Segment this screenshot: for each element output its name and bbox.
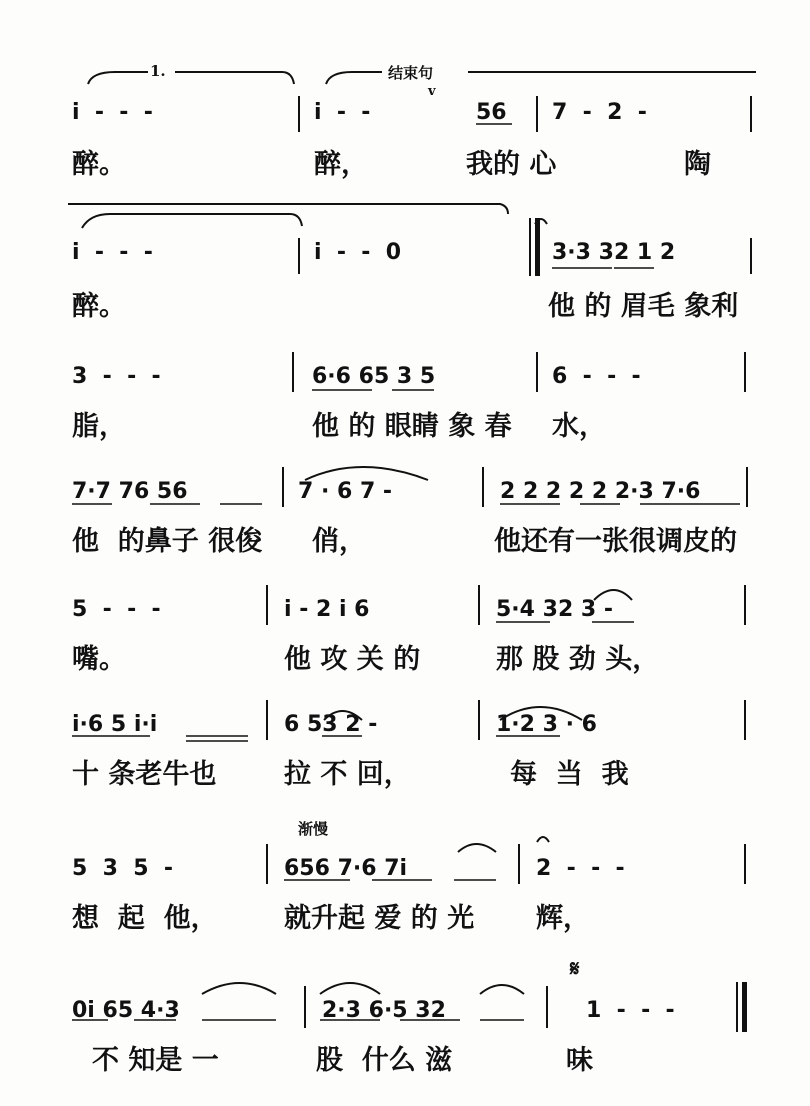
lyric-text: 嘴。 bbox=[72, 644, 126, 675]
lyric-row bbox=[0, 637, 660, 677]
lyric-text: 每 当 我 bbox=[510, 759, 629, 790]
barline bbox=[744, 700, 746, 740]
volta-1-label: 1. bbox=[150, 62, 166, 80]
barline bbox=[744, 585, 746, 625]
measure-notes: 2 - - - bbox=[536, 856, 625, 881]
measure-notes: 7 · 6 7 - bbox=[298, 479, 393, 504]
score-system-6 bbox=[0, 690, 810, 800]
lyric-row bbox=[0, 142, 711, 182]
measure-notes: i - - bbox=[314, 100, 379, 125]
notes-row bbox=[0, 597, 614, 637]
breath-mark: v bbox=[428, 84, 436, 99]
notes-row bbox=[0, 856, 625, 896]
lyric-text: 辉， bbox=[536, 903, 590, 934]
end-double-barline bbox=[736, 982, 748, 1032]
barline bbox=[744, 844, 746, 884]
barline bbox=[744, 352, 746, 392]
measure-notes: 6 - - - bbox=[552, 364, 641, 389]
barline bbox=[482, 467, 484, 507]
barline bbox=[266, 700, 268, 740]
lyric-text: 他 的 眼睛 象 春 bbox=[312, 411, 512, 442]
measure-notes: 7·7 76 56 bbox=[72, 479, 188, 504]
lyric-text: 味 bbox=[566, 1045, 593, 1076]
barline bbox=[536, 352, 538, 392]
barline bbox=[536, 96, 538, 132]
barline bbox=[546, 986, 548, 1028]
notes-row bbox=[0, 998, 675, 1038]
lyric-text: 醉。 bbox=[72, 149, 126, 180]
barline bbox=[266, 844, 268, 884]
barline bbox=[750, 96, 752, 132]
measure-notes: i - 2 i 6 bbox=[284, 597, 370, 622]
measure-notes: 0i 65 4·3 bbox=[72, 998, 180, 1023]
ending-phrase-label: 结束句 bbox=[388, 64, 434, 82]
lyric-text: 想 起 他， bbox=[72, 903, 218, 934]
lyric-row bbox=[0, 284, 739, 324]
barline bbox=[266, 585, 268, 625]
lyric-text: 脂， bbox=[72, 411, 126, 442]
score-system-7 bbox=[0, 818, 810, 934]
measure-notes: 656 7·6 7i bbox=[284, 856, 408, 881]
measure-notes: 6·6 65 3 5 bbox=[312, 364, 436, 389]
lyric-text: 股 什么 滋 bbox=[316, 1045, 453, 1076]
lyric-text: 陶 bbox=[684, 149, 711, 180]
notes-row bbox=[0, 100, 647, 140]
double-barline bbox=[529, 218, 541, 276]
notes-row bbox=[0, 240, 676, 280]
lyric-text: 他 的 眉毛 象利 bbox=[548, 291, 739, 322]
score-system-8 bbox=[0, 952, 810, 1106]
lyric-text: 我的 心 bbox=[466, 149, 557, 180]
measure-notes: 1·2 3 · 6 bbox=[496, 712, 597, 737]
measure-notes: 5 3 5 - bbox=[72, 856, 174, 881]
lyric-text: 他 的鼻子 很俊 bbox=[72, 526, 263, 557]
measure-notes: 2·3 6·5 32 bbox=[322, 998, 446, 1023]
measure-notes: 3 - - - bbox=[72, 364, 161, 389]
score-system-5 bbox=[0, 575, 810, 685]
measure-notes: 5 - - - bbox=[72, 597, 161, 622]
measure-notes: 7 - 2 - bbox=[552, 100, 647, 125]
lyric-text: 十 条老牛也 bbox=[72, 759, 217, 790]
tempo-marking: 渐慢 bbox=[298, 820, 329, 838]
measure-notes: 2 2 2 2 2 2·3 7·6 bbox=[500, 479, 701, 504]
score-system-4 bbox=[0, 455, 810, 565]
lyric-row bbox=[0, 896, 590, 936]
barline bbox=[304, 986, 306, 1028]
barline bbox=[746, 467, 748, 507]
measure-notes: 1 - - - bbox=[586, 998, 675, 1023]
lyric-text: 那 股 劲 头， bbox=[496, 644, 660, 675]
barline bbox=[750, 238, 752, 274]
barline bbox=[292, 352, 294, 392]
lyric-text: 他 攻 关 的 bbox=[284, 644, 421, 675]
lyric-text: 他还有一张很调皮的 bbox=[494, 526, 737, 557]
lyric-row bbox=[0, 404, 606, 444]
lyric-row bbox=[0, 1038, 593, 1078]
barline bbox=[478, 700, 480, 740]
score-system-3 bbox=[0, 340, 810, 450]
lyric-text: 俏， bbox=[312, 526, 366, 557]
measure-notes: i - - - bbox=[72, 240, 153, 265]
barline bbox=[282, 467, 284, 507]
lyric-text: 拉 不 回， bbox=[284, 759, 411, 790]
measure-notes: 6 53 2 - bbox=[284, 712, 378, 737]
measure-notes: i·6 5 i·i bbox=[72, 712, 158, 737]
score-system-1 bbox=[0, 60, 810, 180]
barline bbox=[298, 238, 300, 274]
lyric-text: 醉， bbox=[314, 149, 368, 180]
measure-notes: 56 bbox=[476, 100, 507, 125]
notes-row bbox=[0, 364, 641, 404]
segno-sign: 𝄋 bbox=[570, 956, 580, 982]
notes-row bbox=[0, 712, 597, 752]
lyric-row bbox=[0, 752, 629, 792]
lyric-text: 水， bbox=[552, 411, 606, 442]
score-system-2 bbox=[0, 198, 810, 322]
notes-row bbox=[0, 479, 701, 519]
lyric-text: 不 知是 一 bbox=[92, 1045, 219, 1076]
lyric-row bbox=[0, 519, 737, 559]
barline bbox=[518, 844, 520, 884]
measure-notes: i - - - bbox=[72, 100, 153, 125]
lyric-text: 就升起 爱 的 光 bbox=[284, 903, 475, 934]
barline bbox=[478, 585, 480, 625]
measure-notes: i - - 0 bbox=[314, 240, 402, 265]
measure-notes: 3·3 32 1 2 bbox=[552, 240, 676, 265]
measure-notes: 5·4 32 3 - bbox=[496, 597, 614, 622]
barline bbox=[298, 96, 300, 132]
lyric-text: 醉。 bbox=[72, 291, 126, 322]
